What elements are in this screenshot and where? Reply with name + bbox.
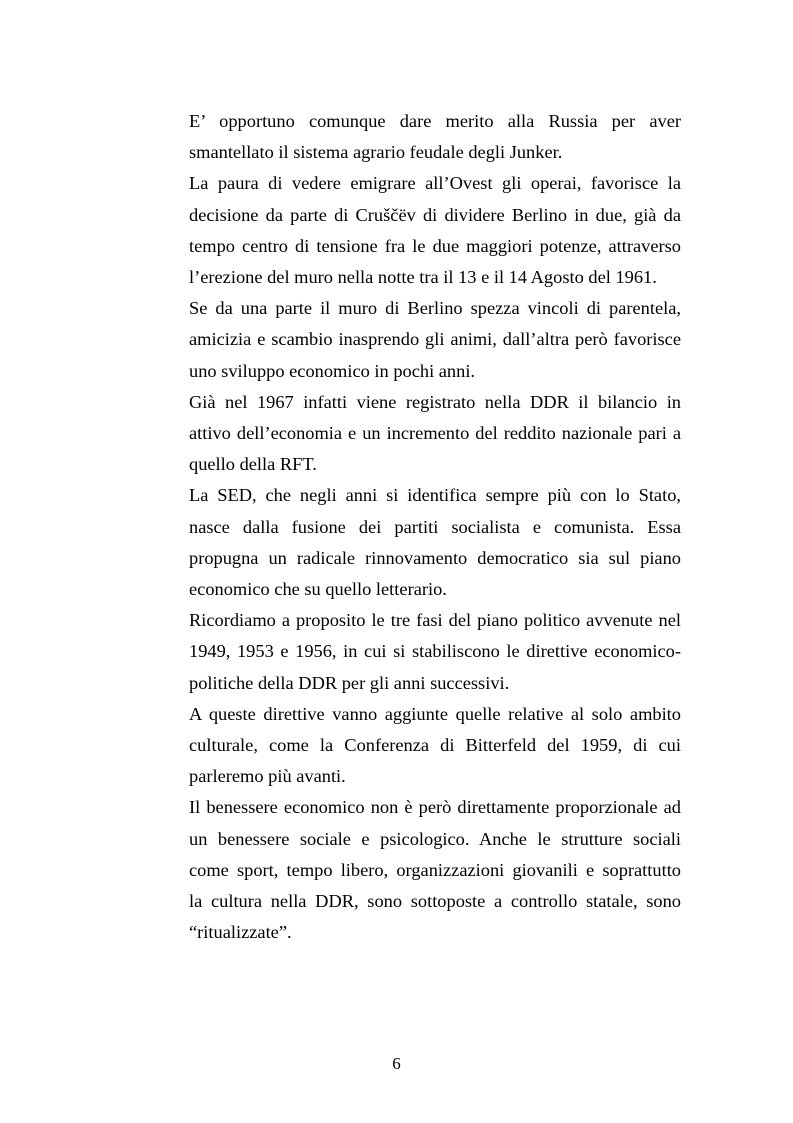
- paragraph-1: [189, 106, 681, 168]
- text-line: Già nel 1967 infatti viene registrato nella DDR il bilancio in: [189, 391, 681, 412]
- text-line: economico che su quello letterario.: [189, 579, 447, 600]
- paragraph-3: [189, 293, 681, 387]
- text-line: decisione da parte di Cruščëv di dividere Berlino in due, già da: [189, 204, 681, 225]
- text-line: politiche della DDR per gli anni successivi.: [189, 672, 510, 693]
- text-line: attivo dell’economia e un incremento del reddito nazionale pari a: [189, 423, 681, 444]
- text-line: La paura di vedere emigrare all’Ovest gli operai, favorisce la: [189, 173, 681, 194]
- body-text: [189, 106, 681, 948]
- text-line: culturale, come la Conferenza di Bitterfeld del 1959, di cui: [189, 735, 681, 756]
- text-line: come sport, tempo libero, organizzazioni giovanili e soprattutto: [189, 859, 681, 880]
- paragraph-6: [189, 605, 681, 699]
- text-line: amicizia e scambio inasprendo gli animi, dall’altra però favorisce: [189, 329, 681, 350]
- text-line: Il benessere economico non è però direttamente proporzionale ad: [189, 797, 681, 818]
- text-line: quello della RFT.: [189, 454, 317, 475]
- text-line: La SED, che negli anni si identifica sempre più con lo Stato,: [189, 485, 681, 506]
- text-line: smantellato il sistema agrario feudale degli Junker.: [189, 142, 563, 163]
- page-number: 6: [392, 1054, 401, 1073]
- paragraph-2: [189, 168, 681, 293]
- text-line: E’ opportuno comunque dare merito alla Russia per aver: [189, 111, 681, 131]
- text-line: la cultura nella DDR, sono sottoposte a controllo statale, sono: [189, 891, 681, 912]
- paragraph-8: [189, 792, 681, 948]
- text-line: propugna un radicale rinnovamento democratico sia sul piano: [189, 547, 681, 568]
- text-line: A queste direttive vanno aggiunte quelle relative al solo ambito: [189, 703, 681, 724]
- text-line: Se da una parte il muro di Berlino spezza vincoli di parentela,: [189, 298, 681, 319]
- text-line: l’erezione del muro nella notte tra il 13 e il 14 Agosto del 1961.: [189, 267, 657, 288]
- paragraph-5: [189, 480, 681, 605]
- text-line: tempo centro di tensione fra le due maggiori potenze, attraverso: [189, 235, 681, 256]
- text-line: Ricordiamo a proposito le tre fasi del piano politico avvenute nel: [189, 610, 681, 631]
- text-line: “ritualizzate”.: [189, 922, 292, 943]
- text-line: 1949, 1953 e 1956, in cui si stabiliscono le direttive economico-: [189, 641, 681, 662]
- text-line: uno sviluppo economico in pochi anni.: [189, 360, 476, 381]
- paragraph-7: [189, 699, 681, 793]
- text-line: nasce dalla fusione dei partiti socialista e comunista. Essa: [189, 516, 681, 537]
- text-line: parleremo più avanti.: [189, 766, 346, 787]
- paragraph-4: [189, 387, 681, 481]
- text-line: un benessere sociale e psicologico. Anche le strutture sociali: [189, 828, 681, 849]
